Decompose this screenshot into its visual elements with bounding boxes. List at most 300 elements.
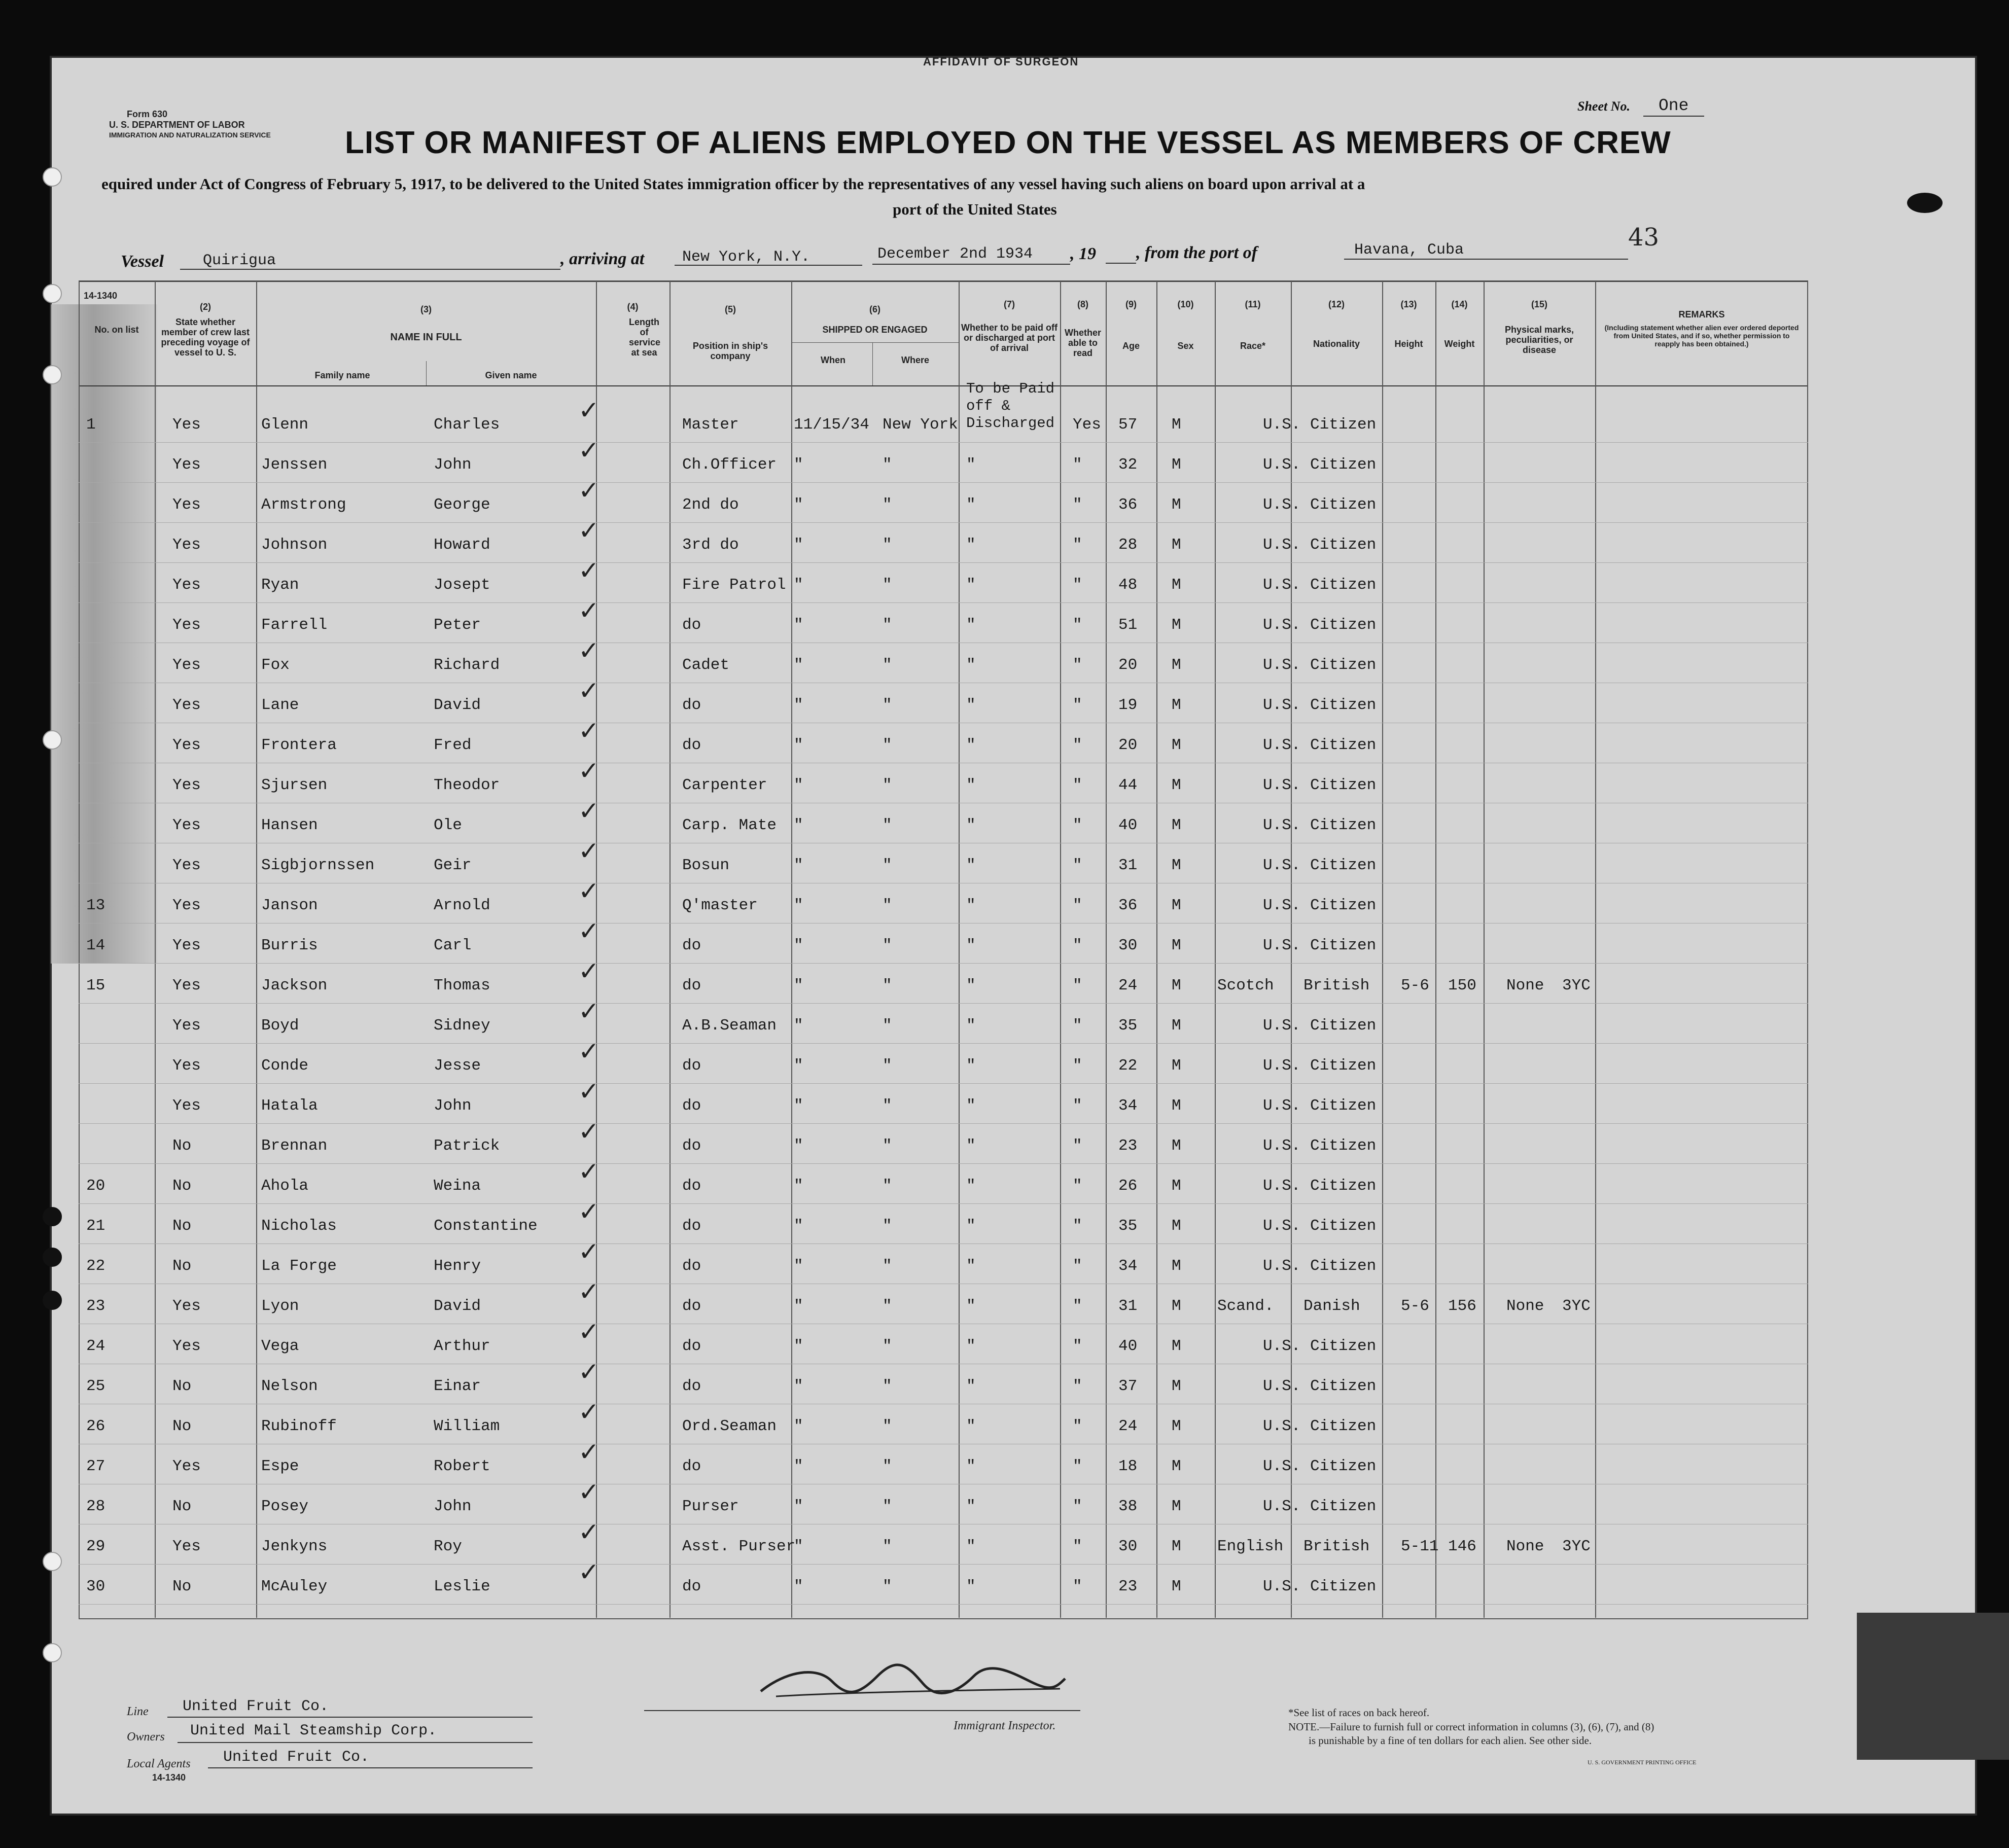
age: 31: [1118, 857, 1138, 874]
nationality: U.S. Citizen: [1263, 1498, 1377, 1515]
position: Cadet: [682, 656, 730, 674]
service-check-mark: ✓: [578, 1157, 600, 1186]
sex: M: [1172, 696, 1181, 714]
shipped-when: ": [794, 1417, 803, 1435]
given-name: William: [434, 1417, 500, 1435]
paid-off: ": [966, 1217, 976, 1235]
weight: 146: [1448, 1538, 1476, 1555]
able-to-read: ": [1073, 1297, 1082, 1315]
sex: M: [1172, 456, 1181, 474]
nationality: U.S. Citizen: [1263, 1057, 1377, 1075]
position: Purser: [682, 1498, 739, 1515]
position: Carp. Mate: [682, 816, 777, 834]
previous-voyage: Yes: [172, 696, 201, 714]
service-check-mark: ✓: [578, 1477, 600, 1507]
row-number: 13: [86, 897, 105, 914]
able-to-read: ": [1073, 1337, 1082, 1355]
given-name: Charles: [434, 416, 500, 434]
shipped-when: ": [794, 857, 803, 874]
nationality: U.S. Citizen: [1263, 937, 1377, 954]
age: 51: [1118, 616, 1138, 634]
shipped-divider-v: [872, 342, 873, 385]
given-name: Henry: [434, 1257, 481, 1275]
height: 5-11: [1401, 1538, 1439, 1555]
able-to-read: ": [1073, 897, 1082, 914]
from-port: Havana, Cuba: [1354, 241, 1464, 259]
shipped-where: ": [883, 1337, 892, 1355]
weight: 156: [1448, 1297, 1476, 1315]
able-to-read: ": [1073, 736, 1082, 754]
punch-hole: [43, 284, 62, 303]
row-number: 21: [86, 1217, 105, 1235]
service-check-mark: ✓: [578, 1557, 600, 1587]
nationality: British: [1303, 1538, 1370, 1555]
sex: M: [1172, 1177, 1181, 1195]
shipped-when: ": [794, 977, 803, 994]
shipped-where: ": [883, 1017, 892, 1035]
family-name: Brennan: [261, 1137, 328, 1155]
remarks-header: REMARKS: [1678, 309, 1725, 319]
shipped-where: ": [883, 576, 892, 594]
family-name: Ahola: [261, 1177, 309, 1195]
able-to-read: ": [1073, 536, 1082, 554]
sex: M: [1172, 1217, 1181, 1235]
previous-voyage: Yes: [172, 977, 201, 994]
service-check-mark: ✓: [578, 1037, 600, 1066]
sex: M: [1172, 1017, 1181, 1035]
sex: M: [1172, 937, 1181, 954]
age: 20: [1118, 656, 1138, 674]
sex: M: [1172, 1498, 1181, 1515]
shipped-where: ": [883, 1177, 892, 1195]
nationality: U.S. Citizen: [1263, 736, 1377, 754]
family-name: Farrell: [261, 616, 328, 634]
given-name: Constantine: [434, 1217, 538, 1235]
col-5-num: (5): [725, 304, 736, 314]
service-check-mark: ✓: [578, 1197, 600, 1226]
service-check-mark: ✓: [578, 1397, 600, 1427]
nationality: U.S. Citizen: [1263, 1177, 1377, 1195]
family-name: Lyon: [261, 1297, 299, 1315]
ink-blot: [1907, 193, 1943, 213]
service-line: IMMIGRATION AND NATURALIZATION SERVICE: [109, 131, 271, 139]
age: 37: [1118, 1377, 1138, 1395]
previous-voyage: Yes: [172, 1337, 201, 1355]
table-frame: [79, 280, 1808, 1619]
col-10-num: (10): [1177, 299, 1194, 309]
position: do: [682, 616, 701, 634]
col-6-num: (6): [869, 304, 880, 314]
sex: M: [1172, 816, 1181, 834]
shipped-where: ": [883, 736, 892, 754]
previous-voyage: Yes: [172, 416, 201, 434]
family-name: Janson: [261, 897, 318, 914]
col-6-where: Where: [901, 355, 929, 365]
col-8-num: (8): [1077, 299, 1088, 309]
row-divider: [79, 963, 1808, 964]
position: Carpenter: [682, 776, 767, 794]
sex: M: [1172, 1458, 1181, 1475]
family-name: Vega: [261, 1337, 299, 1355]
age: 40: [1118, 1337, 1138, 1355]
shipped-where: ": [883, 1297, 892, 1315]
able-to-read: ": [1073, 816, 1082, 834]
able-to-read: ": [1073, 1578, 1082, 1595]
sex: M: [1172, 1377, 1181, 1395]
shipped-when: ": [794, 656, 803, 674]
position: Master: [682, 416, 739, 434]
sex: M: [1172, 536, 1181, 554]
sex: M: [1172, 776, 1181, 794]
given-name: George: [434, 496, 490, 514]
paid-off: ": [966, 656, 976, 674]
line-value: United Fruit Co.: [183, 1698, 329, 1715]
shipped-when: ": [794, 1257, 803, 1275]
position: 3rd do: [682, 536, 739, 554]
paid-off: ": [966, 1097, 976, 1115]
given-name: Geir: [434, 857, 472, 874]
col-1-header: No. on list: [94, 325, 139, 335]
top-stamp: AFFIDAVIT OF SURGEON: [923, 55, 1079, 68]
given-name: David: [434, 696, 481, 714]
able-to-read: ": [1073, 776, 1082, 794]
row-number: 28: [86, 1498, 105, 1515]
sheet-number: One: [1659, 96, 1689, 115]
paid-off: ": [966, 1538, 976, 1555]
able-to-read: ": [1073, 1538, 1082, 1555]
shipped-where: ": [883, 616, 892, 634]
paid-off: ": [966, 1057, 976, 1075]
shipped-when: ": [794, 1578, 803, 1595]
previous-voyage: No: [172, 1417, 192, 1435]
age: 20: [1118, 736, 1138, 754]
paid-off: ": [966, 736, 976, 754]
family-name: Lane: [261, 696, 299, 714]
previous-voyage: Yes: [172, 1057, 201, 1075]
nationality: U.S. Citizen: [1263, 1417, 1377, 1435]
sex: M: [1172, 977, 1181, 994]
col-9-num: (9): [1125, 299, 1137, 309]
previous-voyage: Yes: [172, 616, 201, 634]
col-6-when: When: [821, 355, 845, 365]
row-number: 24: [86, 1337, 105, 1355]
punch-hole: [43, 1248, 62, 1267]
family-name: Espe: [261, 1458, 299, 1475]
shipped-where: ": [883, 1257, 892, 1275]
family-name: Conde: [261, 1057, 309, 1075]
able-to-read: ": [1073, 1458, 1082, 1475]
shipped-when: ": [794, 816, 803, 834]
family-name: Armstrong: [261, 496, 346, 514]
shipped-where: ": [883, 456, 892, 474]
nationality: U.S. Citizen: [1263, 1137, 1377, 1155]
given-name: Thomas: [434, 977, 490, 994]
owners-label: Owners: [127, 1730, 165, 1744]
col-12-num: (12): [1328, 299, 1345, 309]
col-10-header: Sex: [1177, 341, 1194, 351]
punch-hole: [43, 1552, 62, 1571]
position: do: [682, 977, 701, 994]
nationality: U.S. Citizen: [1263, 897, 1377, 914]
paid-off: To be Paid off & Discharged: [966, 380, 1055, 432]
col-4-header: Length of service at sea: [629, 317, 661, 358]
able-to-read: ": [1073, 1257, 1082, 1275]
given-name: John: [434, 1498, 472, 1515]
shipped-when: ": [794, 1458, 803, 1475]
paid-off: ": [966, 1257, 976, 1275]
row-divider: [79, 1123, 1808, 1124]
shipped-when: ": [794, 576, 803, 594]
from-port-label: , from the port of: [1136, 243, 1257, 262]
given-name: Arthur: [434, 1337, 490, 1355]
nationality: U.S. Citizen: [1263, 416, 1377, 434]
name-divider-v: [426, 361, 427, 385]
service-check-mark: ✓: [578, 476, 600, 505]
shipped-when: ": [794, 897, 803, 914]
paid-off: ": [966, 816, 976, 834]
shipped-where: ": [883, 496, 892, 514]
given-name: Weina: [434, 1177, 481, 1195]
paid-off: ": [966, 1578, 976, 1595]
shipped-when: ": [794, 1337, 803, 1355]
col-7-num: (7): [1004, 299, 1015, 309]
age: 48: [1118, 576, 1138, 594]
shipped-where: ": [883, 897, 892, 914]
previous-voyage: Yes: [172, 496, 201, 514]
position: Asst. Purser: [682, 1538, 796, 1555]
service-check-mark: ✓: [578, 796, 600, 826]
position: Fire Patrol: [682, 576, 786, 594]
col-11-header: Race*: [1240, 341, 1266, 351]
row-divider: [79, 1203, 1808, 1204]
remarks: 3YC: [1562, 1297, 1591, 1315]
line-label: Line: [127, 1705, 149, 1718]
paid-off: ": [966, 696, 976, 714]
shipped-where: ": [883, 1498, 892, 1515]
able-to-read: ": [1073, 1177, 1082, 1195]
sex: M: [1172, 496, 1181, 514]
previous-voyage: Yes: [172, 1097, 201, 1115]
races-note: *See list of races on back hereof.: [1288, 1707, 1430, 1719]
shipped-where: ": [883, 1417, 892, 1435]
age: 22: [1118, 1057, 1138, 1075]
age: 23: [1118, 1578, 1138, 1595]
nationality: U.S. Citizen: [1263, 1257, 1377, 1275]
previous-voyage: Yes: [172, 857, 201, 874]
able-to-read: ": [1073, 616, 1082, 634]
family-name: Ryan: [261, 576, 299, 594]
able-to-read: Yes: [1073, 416, 1101, 434]
paid-off: ": [966, 536, 976, 554]
paid-off: ": [966, 616, 976, 634]
col-2-header: State whether member of crew last preceding voyage of vessel to U. S.: [161, 317, 250, 358]
shipped-when: 11/15/34: [794, 416, 869, 434]
row-divider: [79, 1043, 1808, 1044]
scan-shadow: [1857, 1613, 2009, 1760]
age: 32: [1118, 456, 1138, 474]
paid-off: ": [966, 1017, 976, 1035]
service-check-mark: ✓: [578, 1437, 600, 1467]
shipped-where: ": [883, 1217, 892, 1235]
given-name: Jesse: [434, 1057, 481, 1075]
document-subtitle: equired under Act of Congress of February 5, 1917, to be delivered to the United States immigration officer by the representatives of any vessel having such aliens on board upon arrival at a: [101, 175, 1365, 193]
age: 35: [1118, 1017, 1138, 1035]
sex: M: [1172, 1578, 1181, 1595]
sex: M: [1172, 1257, 1181, 1275]
given-name: Fred: [434, 736, 472, 754]
given-name: Sidney: [434, 1017, 490, 1035]
position: 2nd do: [682, 496, 739, 514]
service-check-mark: ✓: [578, 716, 600, 745]
punch-hole: [43, 1291, 62, 1310]
paid-off: ": [966, 857, 976, 874]
shipped-when: ": [794, 776, 803, 794]
nationality: U.S. Citizen: [1263, 696, 1377, 714]
shipped-where: ": [883, 1057, 892, 1075]
sex: M: [1172, 1538, 1181, 1555]
col-7-header: Whether to be paid off or discharged at port of arrival: [961, 323, 1058, 353]
previous-voyage: Yes: [172, 536, 201, 554]
given-name: Roy: [434, 1538, 462, 1555]
service-check-mark: ✓: [578, 1317, 600, 1346]
row-number: 29: [86, 1538, 105, 1555]
service-check-mark: ✓: [578, 556, 600, 585]
previous-voyage: Yes: [172, 897, 201, 914]
shipped-when: ": [794, 1177, 803, 1195]
shipped-when: ": [794, 1057, 803, 1075]
family-name: Burris: [261, 937, 318, 954]
able-to-read: ": [1073, 1377, 1082, 1395]
shipped-when: ": [794, 1217, 803, 1235]
age: 40: [1118, 816, 1138, 834]
sex: M: [1172, 1057, 1181, 1075]
service-check-mark: ✓: [578, 876, 600, 906]
sex: M: [1172, 1097, 1181, 1115]
able-to-read: ": [1073, 857, 1082, 874]
position: do: [682, 1097, 701, 1115]
shipped-when: ": [794, 1137, 803, 1155]
age: 34: [1118, 1097, 1138, 1115]
given-name: Howard: [434, 536, 490, 554]
nationality: U.S. Citizen: [1263, 816, 1377, 834]
previous-voyage: Yes: [172, 1297, 201, 1315]
vessel-name: Quirigua: [203, 252, 276, 269]
able-to-read: ": [1073, 1417, 1082, 1435]
paid-off: ": [966, 1498, 976, 1515]
given-name: Theodor: [434, 776, 500, 794]
race: Scotch: [1217, 977, 1274, 994]
row-divider: [79, 1163, 1808, 1164]
nationality: U.S. Citizen: [1263, 857, 1377, 874]
inspector-label: Immigrant Inspector.: [954, 1719, 1056, 1732]
position: Bosun: [682, 857, 730, 874]
form-code: 14-1340: [84, 291, 118, 301]
row-divider: [79, 442, 1808, 443]
family-name: McAuley: [261, 1578, 328, 1595]
age: 24: [1118, 977, 1138, 994]
age: 36: [1118, 897, 1138, 914]
age: 30: [1118, 937, 1138, 954]
row-divider: [79, 1564, 1808, 1565]
nationality: U.S. Citizen: [1263, 1337, 1377, 1355]
previous-voyage: Yes: [172, 1458, 201, 1475]
sex: M: [1172, 1297, 1181, 1315]
previous-voyage: No: [172, 1177, 192, 1195]
paid-off: ": [966, 977, 976, 994]
owners-value: United Mail Steamship Corp.: [190, 1722, 437, 1739]
handwritten-number: 43: [1628, 223, 1660, 252]
service-check-mark: ✓: [578, 1357, 600, 1387]
position: do: [682, 1217, 701, 1235]
service-check-mark: ✓: [578, 436, 600, 465]
sex: M: [1172, 656, 1181, 674]
paid-off: ": [966, 1177, 976, 1195]
inspector-signature: [756, 1661, 1070, 1707]
given-name: Ole: [434, 816, 462, 834]
col-3-family: Family name: [314, 370, 370, 380]
able-to-read: ": [1073, 937, 1082, 954]
arriving-place: New York, N.Y.: [682, 248, 810, 266]
paid-off: ": [966, 1417, 976, 1435]
service-check-mark: ✓: [578, 997, 600, 1026]
family-name: Fox: [261, 656, 290, 674]
able-to-read: ": [1073, 496, 1082, 514]
family-name: Rubinoff: [261, 1417, 337, 1435]
paid-off: ": [966, 1377, 976, 1395]
row-divider: [79, 482, 1808, 483]
service-check-mark: ✓: [578, 1237, 600, 1266]
service-check-mark: ✓: [578, 396, 600, 425]
position: do: [682, 1297, 701, 1315]
able-to-read: ": [1073, 1057, 1082, 1075]
age: 44: [1118, 776, 1138, 794]
position: do: [682, 1057, 701, 1075]
sex: M: [1172, 1337, 1181, 1355]
row-divider: [79, 1083, 1808, 1084]
family-name: Johnson: [261, 536, 328, 554]
previous-voyage: Yes: [172, 816, 201, 834]
shipped-where: ": [883, 1137, 892, 1155]
previous-voyage: No: [172, 1498, 192, 1515]
family-name: Jenkyns: [261, 1538, 328, 1555]
nationality: U.S. Citizen: [1263, 1217, 1377, 1235]
department-line: U. S. DEPARTMENT OF LABOR: [109, 120, 245, 130]
penalty-note-2: is punishable by a fine of ten dollars for each alien. See other side.: [1309, 1734, 1592, 1747]
shipped-when: ": [794, 937, 803, 954]
row-number: 26: [86, 1417, 105, 1435]
nationality: U.S. Citizen: [1263, 536, 1377, 554]
position: do: [682, 1257, 701, 1275]
nationality: British: [1303, 977, 1370, 994]
previous-voyage: No: [172, 1578, 192, 1595]
sex: M: [1172, 416, 1181, 434]
height: 5-6: [1401, 977, 1429, 994]
able-to-read: ": [1073, 1137, 1082, 1155]
previous-voyage: No: [172, 1377, 192, 1395]
family-name: Sigbjornssen: [261, 857, 375, 874]
shipped-when: ": [794, 736, 803, 754]
col-13-header: Height: [1394, 339, 1423, 349]
family-name: Hansen: [261, 816, 318, 834]
col-13-num: (13): [1400, 299, 1417, 309]
position: do: [682, 1137, 701, 1155]
shipped-when: ": [794, 1377, 803, 1395]
shipped-when: ": [794, 1097, 803, 1115]
service-check-mark: ✓: [578, 596, 600, 625]
able-to-read: ": [1073, 1217, 1082, 1235]
vessel-label: Vessel: [121, 252, 164, 271]
shipped-when: ": [794, 536, 803, 554]
